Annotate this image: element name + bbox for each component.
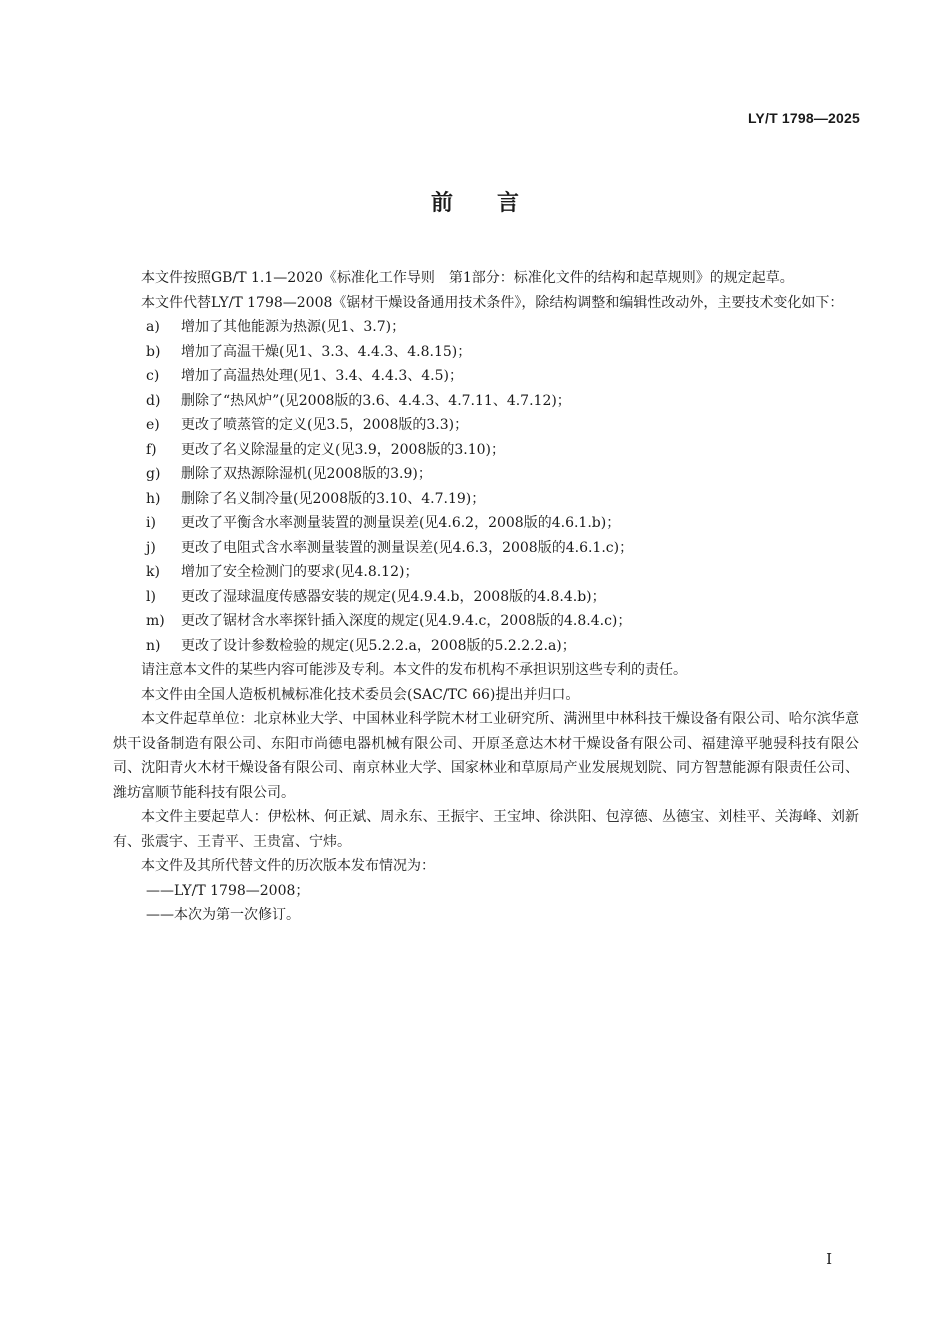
list-item <box>113 315 859 340</box>
list-marker: d) <box>146 392 161 409</box>
list-item <box>113 438 859 463</box>
list-text: 删除了双热源除湿机(见2008版的3.9)； <box>181 466 432 482</box>
list-text: 删除了“热风炉”(见2008版的3.6、4.4.3、4.7.11、4.7.12)； <box>181 392 571 409</box>
list-text: 更改了名义除湿量的定义(见3.9，2008版的3.10)； <box>181 441 505 458</box>
patent-notice: 请注意本文件的某些内容可能涉及专利。本文件的发布机构不承担识别这些专利的责任。 <box>141 662 687 678</box>
standard-code: LY/T 1798—2025 <box>747 110 860 126</box>
list-marker: b) <box>146 343 161 360</box>
list-marker: e) <box>146 417 160 433</box>
list-item <box>113 389 859 414</box>
list-marker: l) <box>146 588 156 605</box>
list-text: 更改了平衡含水率测量装置的测量误差(见4.6.2，2008版的4.6.1.b)； <box>181 515 621 531</box>
list-item <box>113 340 859 365</box>
changes-list <box>113 315 859 658</box>
history-item: ——本次为第一次修订。 <box>146 907 300 923</box>
list-text: 更改了湿球温度传感器安装的规定(见4.9.4.b，2008版的4.8.4.b)； <box>181 588 606 605</box>
list-item <box>113 487 859 512</box>
list-text: 删除了名义制冷量(见2008版的3.10、4.7.19)； <box>181 490 486 507</box>
list-marker: m) <box>146 613 165 629</box>
drafting-units-paragraph: 本文件起草单位：北京林业大学、中国林业科学院木材工业研究所、满洲里中林科技干燥设备有限公司、哈尔滨华意烘干设备制造有限公司、东阳市尚德电器机械有限公司、开原圣意达木材干燥设备有限公司、福建漳平驰骎科技有限公司、沈阳青火木材干燥设备有限公司、南京林业大学、国家林业和草原局产业发展规划院、同方智慧能源有限责任公司、潍坊富顺节能科技有限公司。 <box>113 711 859 801</box>
list-marker: a) <box>146 319 160 335</box>
drafters-paragraph: 本文件主要起草人：伊松林、何正斌、周永东、王振宇、王宝坤、徐洪阳、包淳德、丛德宝、刘桂平、关海峰、刘新有、张震宇、王青平、王贵富、宁炜。 <box>113 809 859 850</box>
proposer-paragraph: 本文件由全国人造板机械标准化技术委员会(SAC/TC 66)提出并归口。 <box>141 686 580 703</box>
page-number: I <box>826 1250 832 1268</box>
list-text: 增加了高温热处理(见1、3.4、4.4.3、4.5)； <box>181 368 463 384</box>
document-body <box>113 266 859 928</box>
intro-paragraph-1: 本文件按照GB/T 1.1—2020《标准化工作导则 第1部分：标准化文件的结构和起草规则》的规定起草。 <box>141 270 794 286</box>
list-text: 增加了高温干燥(见1、3.3、4.4.3、4.8.15)； <box>181 343 472 360</box>
list-item <box>113 413 859 438</box>
list-marker: c) <box>146 368 160 384</box>
list-marker: n) <box>146 637 161 654</box>
list-item <box>113 364 859 389</box>
list-text: 更改了喷蒸管的定义(见3.5，2008版的3.3)； <box>181 417 469 433</box>
list-item <box>113 585 859 610</box>
list-item <box>113 560 859 585</box>
list-text: 增加了安全检测门的要求(见4.8.12)； <box>181 564 419 580</box>
list-marker: j) <box>146 539 156 556</box>
list-marker: i) <box>146 515 156 531</box>
list-item <box>113 536 859 561</box>
intro-paragraph-2: 本文件代替LY/T 1798—2008《锯材干燥设备通用技术条件》，除结构调整和编辑性改动外，主要技术变化如下： <box>141 294 844 311</box>
list-marker: k) <box>146 564 160 580</box>
list-item <box>113 511 859 536</box>
list-item <box>113 609 859 634</box>
history-intro-paragraph: 本文件及其所代替文件的历次版本发布情况为： <box>141 858 435 874</box>
page-title: 前言 <box>430 191 563 216</box>
list-marker: f) <box>146 441 157 458</box>
list-text: 更改了设计参数检验的规定(见5.2.2.a，2008版的5.2.2.2.a)； <box>181 637 576 654</box>
list-marker: g) <box>146 466 161 482</box>
history-item: ——LY/T 1798—2008； <box>146 882 310 899</box>
list-text: 更改了电阻式含水率测量装置的测量误差(见4.6.3，2008版的4.6.1.c)； <box>181 539 634 556</box>
list-item <box>113 462 859 487</box>
list-text: 更改了锯材含水率探针插入深度的规定(见4.9.4.c，2008版的4.8.4.c)； <box>181 613 632 629</box>
list-marker: h) <box>146 490 161 507</box>
list-item <box>113 634 859 659</box>
list-text: 增加了其他能源为热源(见1、3.7)； <box>181 319 406 335</box>
